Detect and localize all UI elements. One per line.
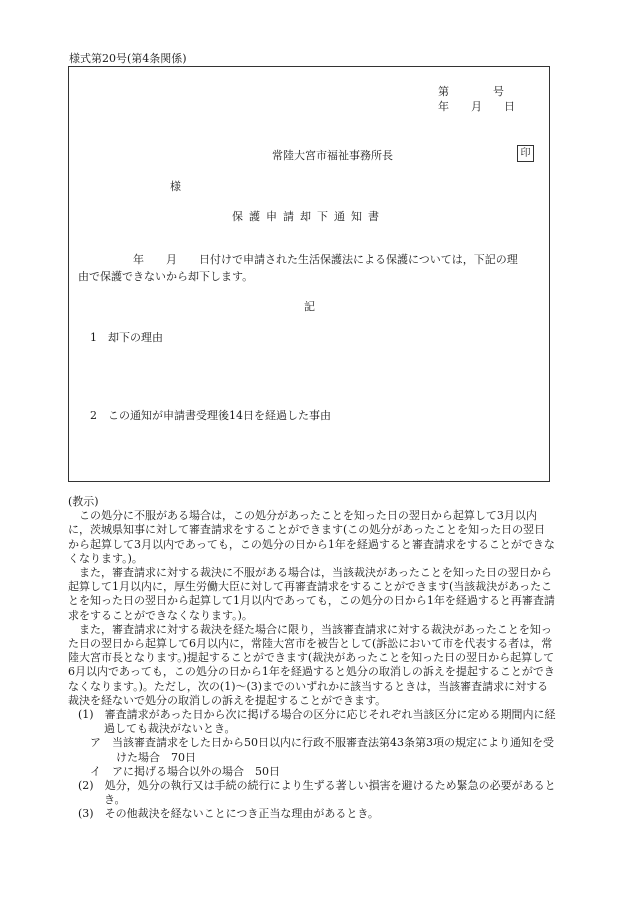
notice-paragraph-2: また，審査請求に対する裁決に不服がある場合は，当該裁決があったことを知った日の翌日から起算して1月以内に，厚生労働大臣に対して再審査請求をすることができます(当該裁決があったことを知った日の翌日から起算して1月以内であっても，この処分の日から1年を経過すると再審査請求をすることができなくなります。)。 [68, 566, 555, 622]
notice-item-2: (2) 処分，処分の執行又は手続の続行により生ずる著しい損害を避けるため緊急の必要があるとき。 [78, 779, 556, 807]
notice-item-1a: ア 当該審査請求をした日から50日以内に行政不服審査法第43条第3項の規定により通知を受けた場合 70日 [90, 736, 554, 764]
document-date-label: 年 月 日 [438, 100, 515, 113]
notice-paragraph-3: また，審査請求に対する裁決を経た場合に限り，当該審査請求に対する裁決があったことを知った日の翌日から起算して6月以内に，常陸大宮市を被告として(訴訟において市を代表する者は，常陸大宮市長となります。)提起することができます(裁決があったことを知った日の翌日から起算して6月以内であっても，この処分の日から1年を経過すると処分の取消しの訴えを提起することができなくなります。)。ただし，次の(1)～(3)までのいずれかに該当するときは，当該審査請求に対する裁決を経ないで処分の取消しの訴えを提起することができます。 [68, 622, 555, 707]
notice-item-1b: イ アに掲げる場合以外の場合 50日 [90, 764, 280, 778]
intro-line-2: 由で保護できないから却下します。 [78, 270, 254, 283]
notice-item-1: (1) 審査請求があった日から次に掲げる場合の区分に応じそれぞれ当該区分に定める期間内に経過しても裁決がないとき。 [78, 708, 556, 736]
delay-reason-item: 2 この通知が申請書受理後14日を経過した事由 [90, 409, 331, 422]
issuer-name: 常陸大宮市福祉事務所長 [272, 149, 393, 162]
appeal-notice [68, 495, 556, 822]
notice-item-3: (3) その他裁決を経ないことにつき正当な理由があるとき。 [78, 807, 379, 821]
ki-heading: 記 [304, 300, 315, 313]
form-number-label: 様式第20号(第4条関係) [69, 52, 187, 65]
notice-heading: (教示) [68, 495, 99, 508]
intro-line-1: 年 月 日付けで申請された生活保護法による保護については，下記の理 [133, 253, 518, 266]
seal-mark: 印 [517, 145, 534, 162]
document-title: 保護申請却下通知書 [232, 210, 385, 223]
rejection-reason-item: 1 却下の理由 [90, 331, 163, 344]
recipient-suffix: 様 [170, 180, 181, 193]
notice-paragraph-1: この処分に不服がある場合は，この処分があったことを知った日の翌日から起算して3月以内に，茨城県知事に対して審査請求をすることができます(この処分があったことを知った日の翌日から起算して3月以内であっても，この処分の日から1年を経過すると審査請求をすることができなくなります。)。 [68, 509, 555, 565]
document-number-label: 第 号 [438, 85, 504, 98]
